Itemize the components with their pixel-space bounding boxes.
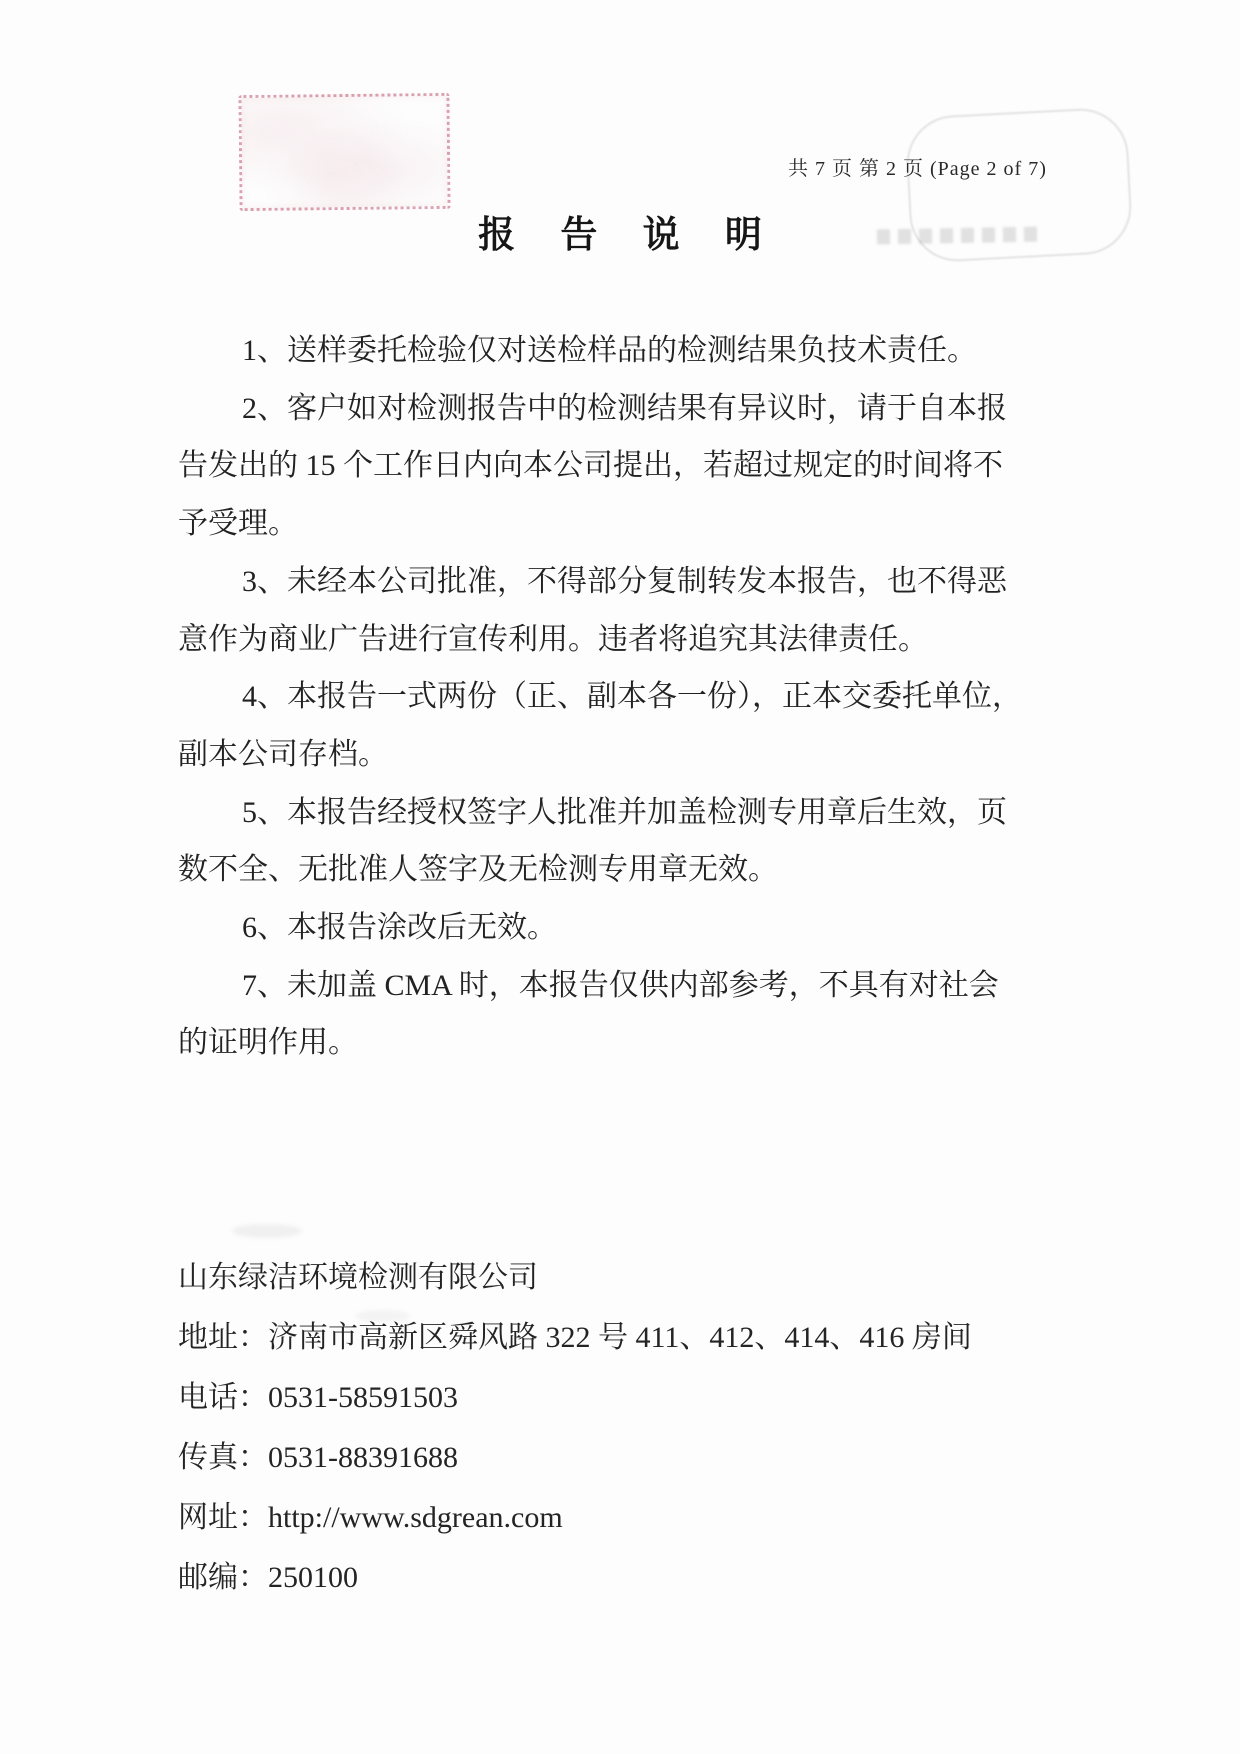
note-line: 1、送样委托检验仅对送检样品的检测结果负技术责任。 [242,334,977,367]
note-line: 副本公司存档。 [178,737,388,771]
company-address: 地址：济南市高新区舜风路 322 号 411、412、414、416 房间 [178,1321,972,1354]
page-title: 报 告 说 明 [478,215,780,256]
note-line: 5、本报告经授权签字人批准并加盖检测专用章后生效，页 [242,795,1007,829]
note-line: 告发出的 15 个工作日内向本公司提出，若超过规定的时间将不 [178,449,1003,483]
note-line: 的证明作用。 [178,1026,358,1060]
note-line: 数不全、无批准人签字及无检测专用章无效。 [178,853,778,887]
company-phone: 电话：0531-58591503 [178,1381,458,1414]
note-line: 予受理。 [178,507,298,541]
report-notes [178,322,1022,1072]
note-line: 3、未经本公司批准，不得部分复制转发本报告，也不得恶 [242,564,1007,598]
company-website: 网址：http://www.sdgrean.com [178,1501,563,1534]
note-line: 7、未加盖 CMA 时，本报告仅供内部参考，不具有对社会 [242,968,999,1002]
note-line: 4、本报告一式两份（正、副本各一份），正本交委托单位， [242,680,1022,714]
company-fax: 传真：0531-88391688 [178,1441,458,1474]
company-name: 山东绿洁环境检测有限公司 [178,1261,538,1294]
note-line: 6、本报告涂改后无效。 [242,911,557,945]
company-postcode: 邮编：250100 [178,1561,358,1594]
note-line: 意作为商业广告进行宣传利用。违者将追究其法律责任。 [178,622,928,656]
company-contact-block [178,1248,1078,1608]
scan-smudge [232,1224,302,1238]
page-number-info: 共 7 页 第 2 页 (Page 2 of 7) [788,158,1047,180]
note-line: 2、客户如对检测报告中的检测结果有异议时，请于自本报 [242,391,1007,425]
red-seal-stamp [238,93,450,211]
